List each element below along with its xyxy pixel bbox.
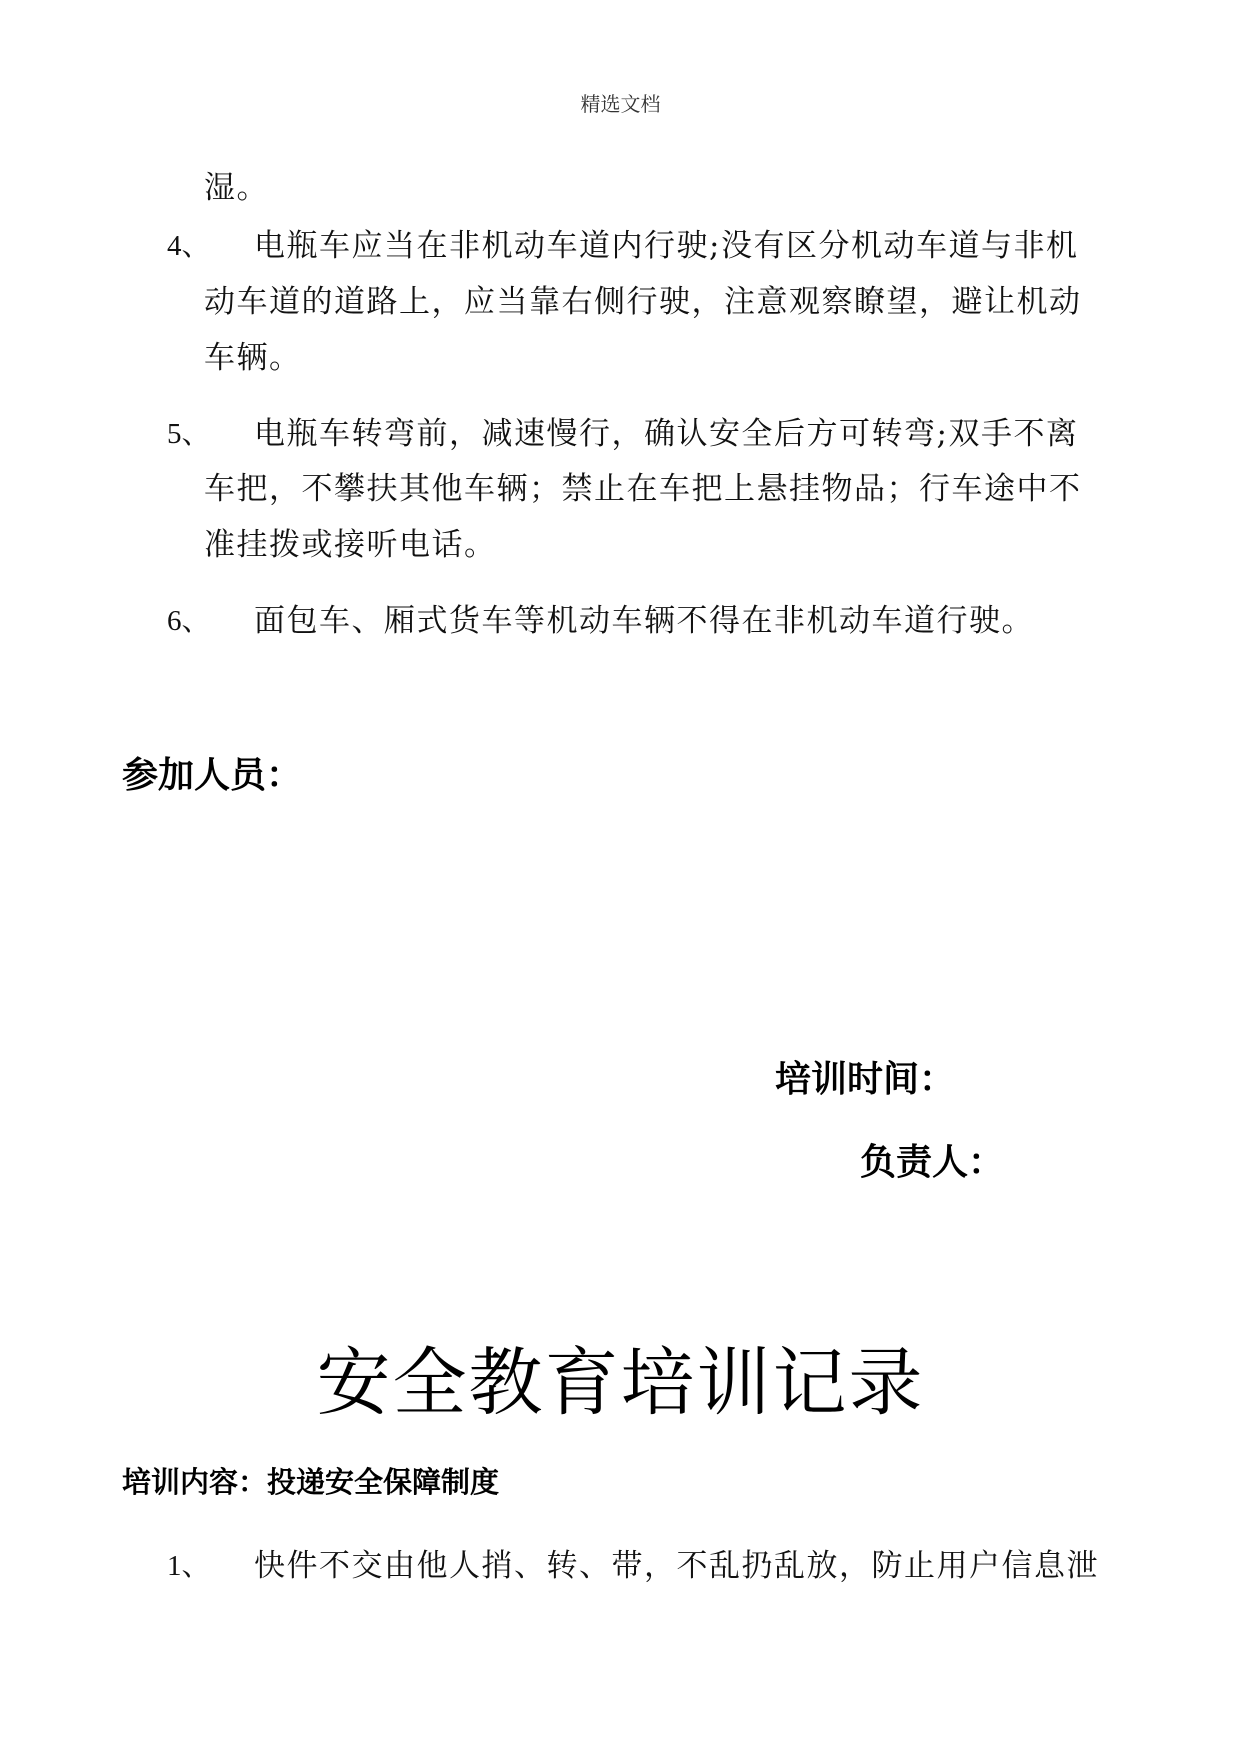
item-number: 5、	[167, 418, 211, 450]
participants-label: 参加人员：	[122, 755, 303, 796]
item-line: 电瓶车转弯前，减速慢行，确认安全后方可转弯;双手不离	[254, 416, 1079, 452]
training-content-label: 培训内容：投递安全保障制度	[122, 1465, 500, 1499]
item-number: 6、	[167, 605, 211, 637]
item-line: 电瓶车应当在非机动车道内行驶;没有区分机动车道与非机	[254, 228, 1079, 264]
item-line: 快件不交由他人捎、转、带，不乱扔乱放，防止用户信息泄	[254, 1548, 1099, 1584]
item-line: 车辆。	[204, 340, 302, 376]
item-line: 准挂拨或接听电话。	[204, 527, 497, 563]
document-title: 安全教育培训记录	[316, 1340, 925, 1426]
item-line: 车把，不攀扶其他车辆；禁止在车把上悬挂物品；行车途中不	[204, 471, 1082, 507]
item-number: 1、	[167, 1550, 211, 1582]
responsible-person-label: 负责人：	[860, 1142, 1005, 1183]
continuation-text: 湿。	[204, 170, 269, 206]
item-number: 4、	[167, 230, 211, 262]
training-time-label: 培训时间：	[775, 1059, 956, 1100]
item-line: 动车道的道路上，应当靠右侧行驶，注意观察瞭望，避让机动	[204, 284, 1082, 320]
item-line: 面包车、厢式货车等机动车辆不得在非机动车道行驶。	[254, 603, 1034, 639]
page-header: 精选文档	[580, 92, 661, 116]
